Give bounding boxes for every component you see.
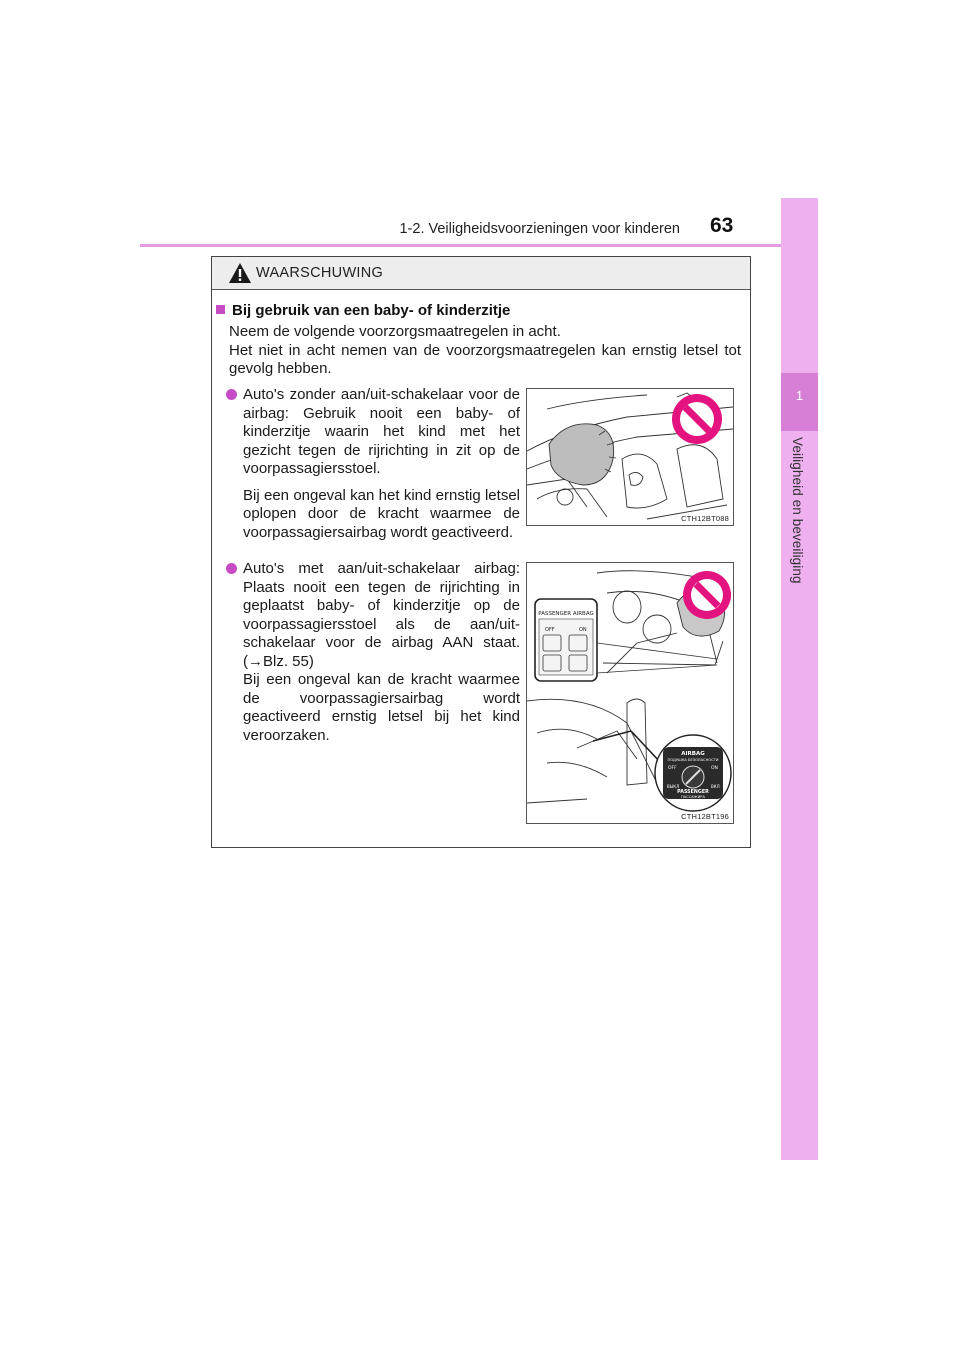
- round-bullet-icon: [226, 563, 237, 574]
- header-rule: [140, 244, 818, 247]
- bullet-subtext: Bij een ongeval kan de kracht waarmee de voorpassagiersairbag wordt geactiveerd ernstig letsel bij het kind veroorzaken.: [243, 671, 520, 744]
- illustration-rear-facing-seat: [526, 388, 734, 526]
- intro-text: [229, 323, 741, 379]
- round-bullet-icon: [226, 389, 237, 400]
- chapter-title: Veiligheid en beveiliging: [790, 437, 805, 584]
- illustration-airbag-switch: [526, 562, 734, 824]
- section-heading-text: Bij gebruik van een baby- of kinderzitje: [232, 302, 511, 319]
- chapter-tab[interactable]: [781, 198, 818, 1160]
- bullet-text: Auto's zonder aan/uit-schakelaar voor de airbag: Gebruik nooit een baby- of kinderzitje waarin het kind met het gezicht tegen de rijrichting in zit op de voorpassagiersstoel.: [243, 386, 520, 477]
- bullet-item: [226, 560, 520, 745]
- panel-on-label: ON: [579, 627, 587, 633]
- bullet-text: Auto's met aan/uit-schakelaar airbag: Plaats nooit een tegen de rijrichting in geplaatst baby- of kinderzitje op de voorpassagiersstoel als de aan/uit-schakelaar voor de airbag AAN staat. (→Blz. 55): [243, 560, 520, 670]
- switch-subtitle: ПОДУШКА БЕЗОПАСНОСТИ: [667, 758, 719, 762]
- section-title: 1-2. Veiligheidsvoorzieningen voor kinderen: [399, 221, 680, 237]
- switch-off-label: OFF: [668, 766, 677, 771]
- bullet-item: [226, 386, 520, 542]
- warning-box: [211, 256, 751, 848]
- warning-header: [212, 257, 750, 290]
- bullet-subtext: Bij een ongeval kan het kind ernstig letsel oplopen door de kracht waarmee de voorpassagiersairbag wordt geactiveerd.: [243, 486, 520, 541]
- switch-on-ru-label: ВКЛ: [711, 784, 720, 789]
- panel-off-label: OFF: [545, 627, 555, 633]
- figure-code: CTH12BT088: [681, 514, 729, 523]
- switch-on-label: ON: [711, 766, 718, 771]
- panel-label: PASSENGER AIRBAG: [538, 611, 594, 617]
- warning-label: WAARSCHUWING: [256, 265, 384, 281]
- switch-off-ru-label: ВЫКЛ: [667, 784, 680, 789]
- illustration-drawing: [527, 389, 733, 525]
- page-number: 63: [710, 214, 734, 237]
- illustration-drawing: [527, 563, 733, 823]
- intro-line-2: Het niet in acht nemen van de voorzorgsmaatregelen kan ernstig letsel tot gevolg hebben.: [229, 341, 741, 377]
- section-heading: [216, 302, 510, 319]
- figure-code: CTH12BT196: [681, 812, 729, 821]
- square-bullet-icon: [216, 305, 225, 314]
- switch-passenger-label: PASSENGER: [677, 790, 709, 795]
- warning-triangle-icon: [228, 262, 252, 284]
- switch-title: AIRBAG: [681, 751, 705, 757]
- switch-passenger-ru-label: ПАССАЖИРА: [681, 795, 705, 799]
- chapter-number: 1: [795, 388, 804, 403]
- intro-line-1: Neem de volgende voorzorgsmaatregelen in acht.: [229, 323, 561, 340]
